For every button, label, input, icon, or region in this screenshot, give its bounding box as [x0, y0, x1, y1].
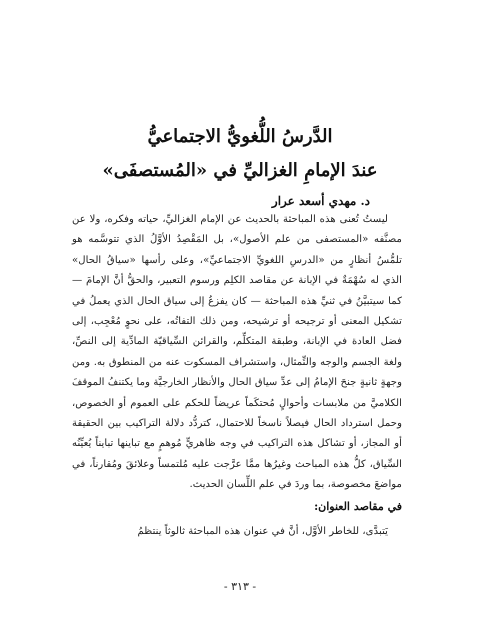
introduction-paragraph-block [72, 210, 402, 496]
section-heading: في مقاصد العنوان: [314, 500, 402, 513]
introduction-paragraph: ليستُ تُعنى هذه المباحثة بالحديث عن الإمام الغزاليِّ، حياته وفكره، ولا عن مصنَّفه «المستصفى من علم الأصول»، بل المَقْصِدُ الأوَّلُ الذي تتوسَّمه هو تلمُّسُ أنظارٍ من «الدرسِ اللغويِّ الاجتماعيِّ»، وعلى رأسها «سياقُ الحال» الذي له سُهْمَةٌ في الإبانة عن مقاصد الكلِم ورسوم التعبير، والحقُّ أنَّ الإمامَ — كما سيتبيَّنُ في ثنيِّ هذه المباحثة — كان يفزعُ إلى سياق الحال الذي يعملُ في تشكيل المعنى أو ترجيحه أو ترشيحه، ومن ذلك التفاتُه، على نحوٍ مُعْجِب، إلى فضل العادة في الإبانة، وطبقة المتكلِّم، والقرائن السِّياقيّة المادِّية إلى النصِّ، ولغة الجسم والوجه والتِّمثال، واستشراف المسكوت عنه من المنطوق به. ومن وجهةٍ ثانيةٍ جنحَ الإمامُ إلى عدِّ سياق الحال والأنظار الخارجيَّة وما يكتنفُ الموقفَ الكلاميَّ من ملابسات وأحوالٍ مُحتكَماً عريضاً للحكم على العموم أو الخصوص، وحمل استرداد الحال فيصلاً ناسخاً للاحتمال، كتردُّد دلالة التراكيب بين الحقيقة أو المجاز، أو تشاكل هذه التراكيب في وجه ظاهريٍّ مُوهمٍ مع تباينها تبايناً يُعيِّنُه السِّياق، كلُّ هذه المباحث وغيرُها ممَّا عرَّجت عليه مُلتمساً وعلائقَ ومُقارناً، في مواضعَ مخصوصة، بما وردَ في علم اللِّسان الحديث. [72, 214, 402, 491]
page-number: - ٣١٣ - [223, 580, 257, 593]
article-title-line-2: عندَ الإمامِ الغزاليِّ في «المُستصفَى» [102, 160, 378, 181]
article-title-line-1: الدَّرسُ اللُّغويُّ الاجتماعيُّ [147, 126, 333, 147]
section-paragraph: يَتبدَّى، للخاطر الأوَّل، أنَّ في عنوان هذه المباحثة ثالوثاً ينتظمُ [137, 526, 388, 537]
author-name: د. مهدي أسعد عرار [271, 194, 370, 208]
